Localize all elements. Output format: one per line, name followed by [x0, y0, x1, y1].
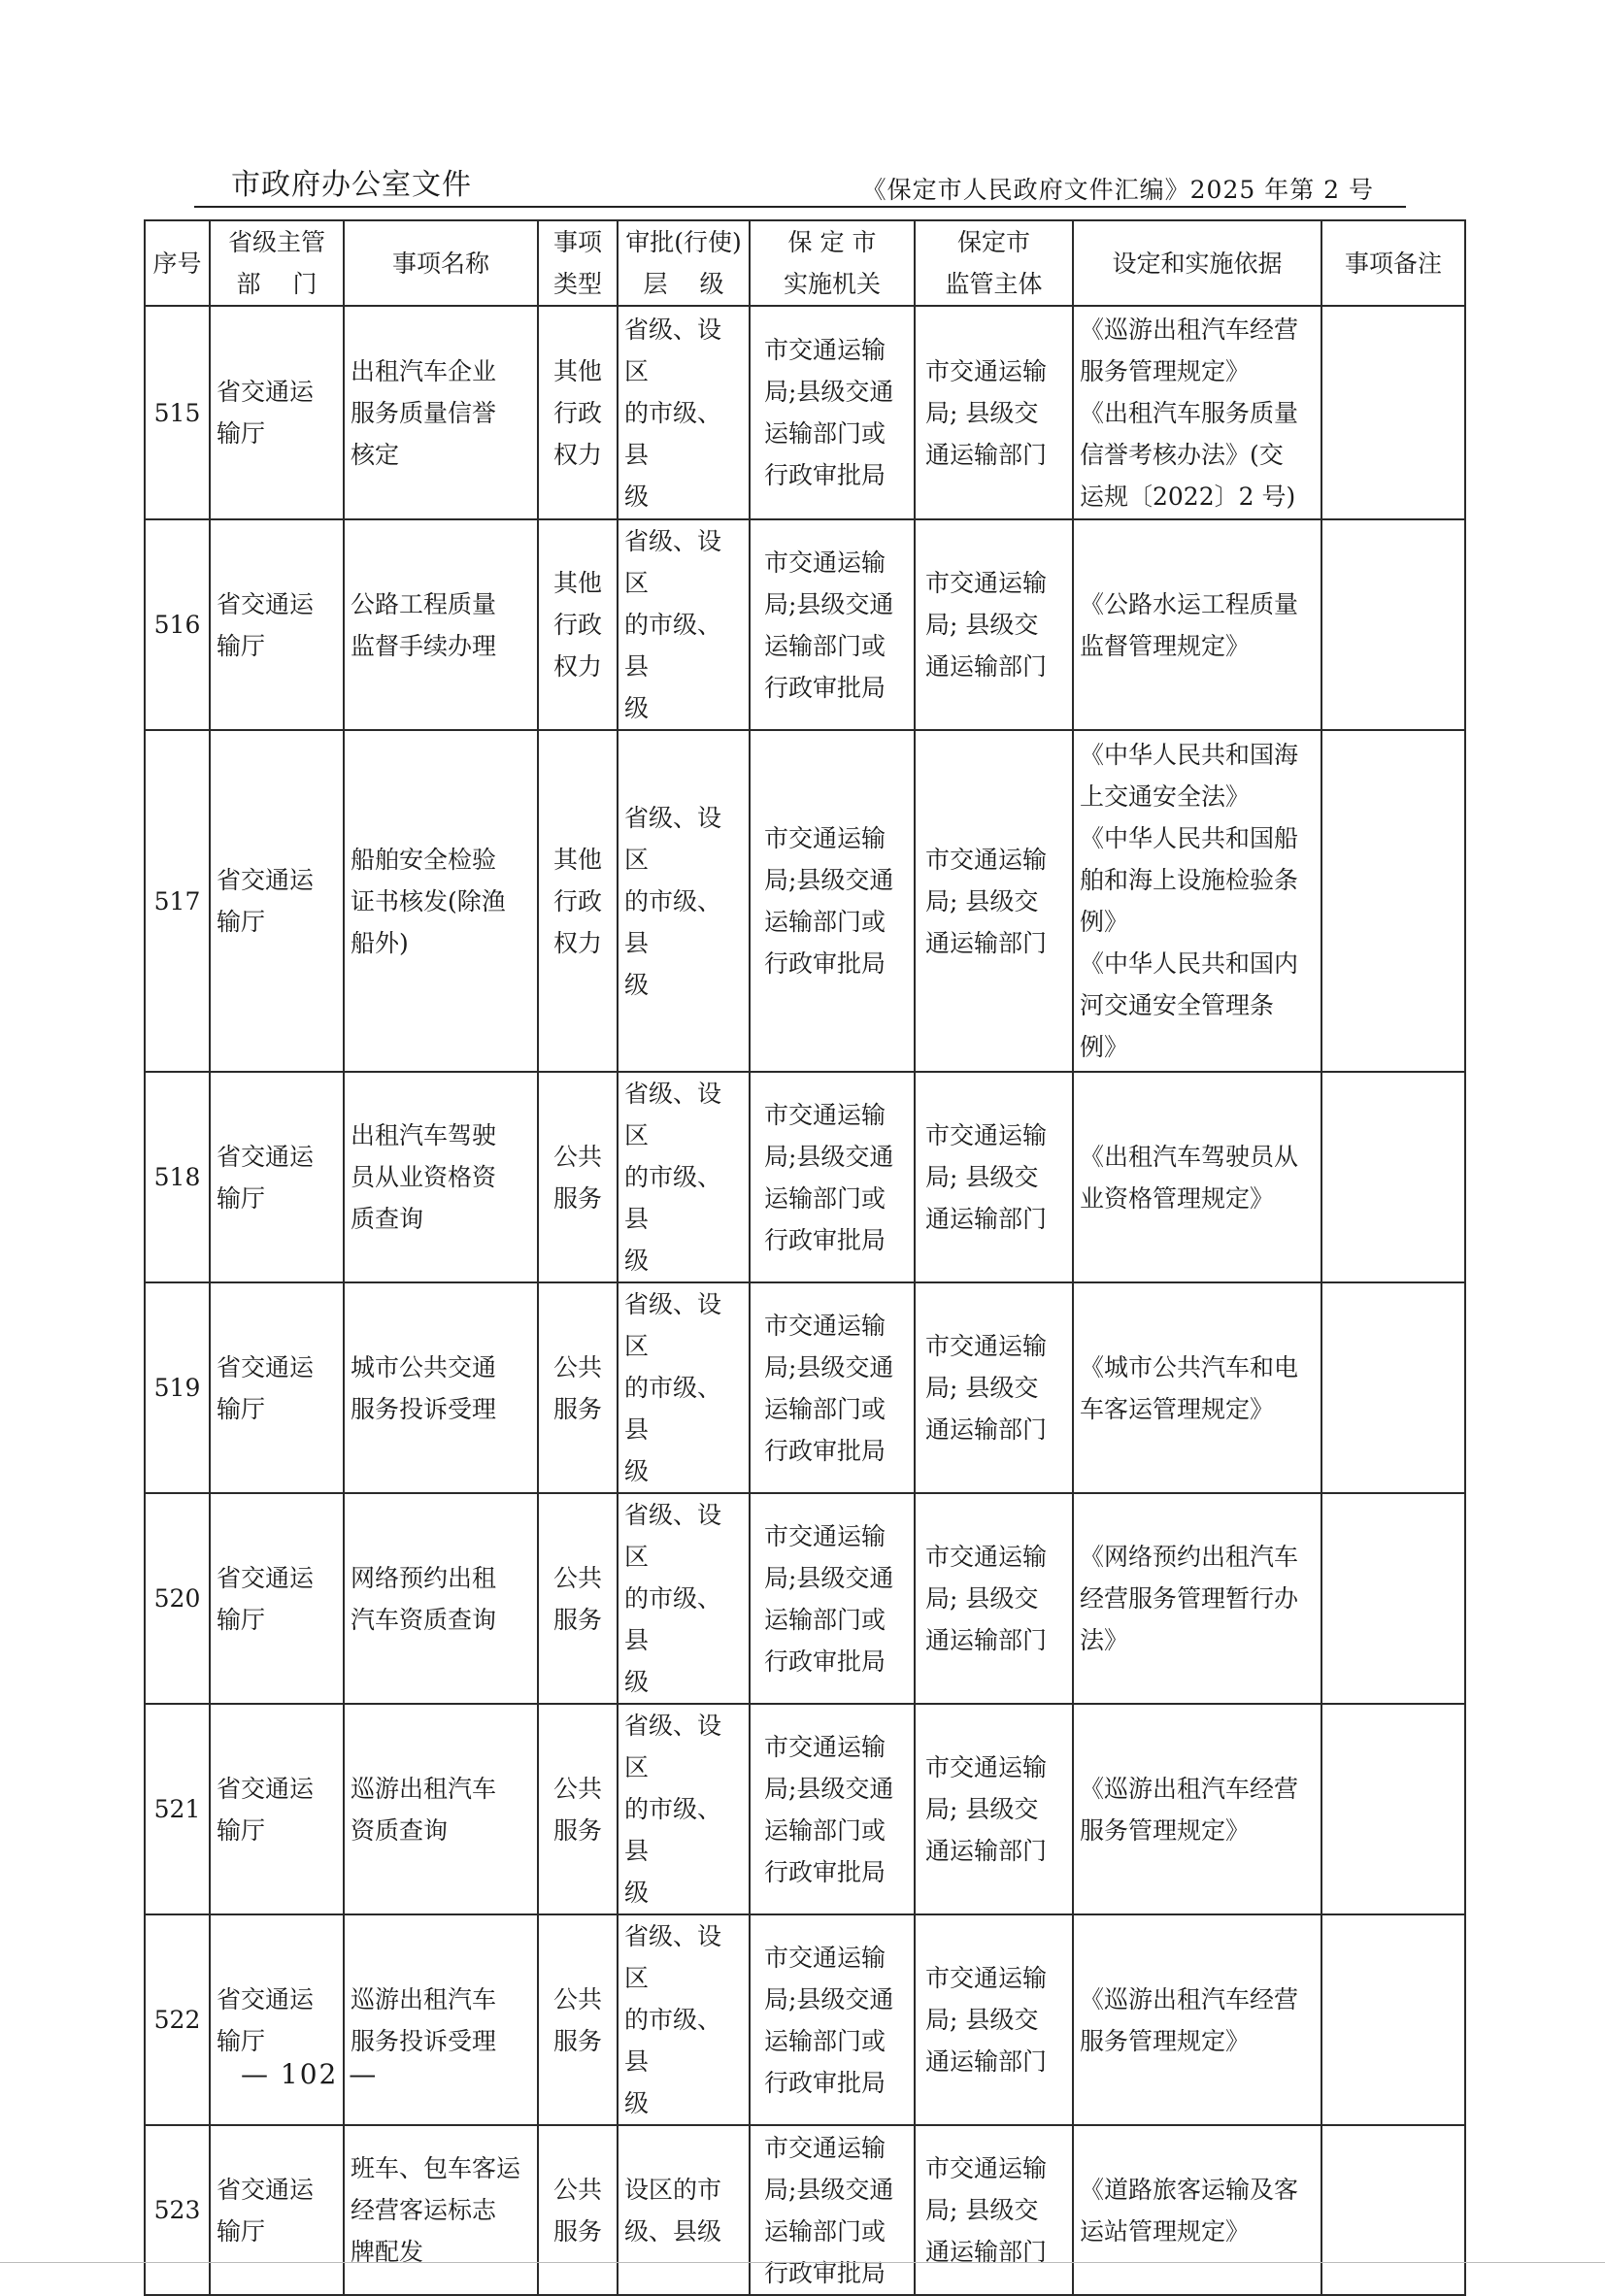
cell-level-text: 设区的市 级、县级 [624, 2175, 722, 2246]
table-row [145, 1914, 1465, 2125]
cell-name [344, 730, 538, 1072]
cell-org [750, 1072, 915, 1282]
cell-type [538, 1282, 618, 1493]
cell-type [538, 2125, 618, 2295]
cell-type-text: 公共 服务 [552, 2175, 602, 2246]
cell-level [618, 1914, 750, 2125]
cell-supervisor-text: 市交通运输 局; 县级交 通运输部门 [925, 1543, 1048, 1654]
column-header-level: 审批(行使) 层 级 [618, 220, 750, 306]
cell-no-text: 523 [153, 2196, 201, 2224]
cell-dept [210, 2125, 344, 2295]
cell-level-text: 省级、设区 的市级、县 级 [624, 1712, 722, 1907]
cell-level [618, 1704, 750, 1914]
cell-basis [1073, 519, 1321, 730]
cell-org-text: 市交通运输 局;县级交通 运输部门或 行政审批局 [764, 1943, 894, 2097]
cell-dept-text: 省交通运 输厅 [217, 866, 315, 936]
cell-org [750, 1704, 915, 1914]
cell-level-text: 省级、设区 的市级、县 级 [624, 1080, 722, 1275]
cell-org-text: 市交通运输 局;县级交通 运输部门或 行政审批局 [764, 1732, 894, 1886]
table-row [145, 1704, 1465, 1914]
cell-level [618, 519, 750, 730]
cell-supervisor [915, 519, 1073, 730]
cell-level [618, 1072, 750, 1282]
cell-no [145, 1914, 210, 2125]
cell-type [538, 1072, 618, 1282]
cell-basis-text: 《城市公共汽车和电 车客运管理规定》 [1080, 1352, 1299, 1423]
cell-basis [1073, 1914, 1321, 2125]
table-row [145, 1493, 1465, 1704]
cell-supervisor-text: 市交通运输 局; 县级交 通运输部门 [925, 569, 1048, 681]
column-header-type: 事项 类型 [538, 220, 618, 306]
column-header-remark: 事项备注 [1321, 220, 1465, 306]
cell-basis-text: 《公路水运工程质量 监督管理规定》 [1080, 589, 1299, 660]
cell-dept-text: 省交通运 输厅 [217, 378, 315, 448]
cell-level-text: 省级、设区 的市级、县 级 [624, 527, 722, 722]
cell-supervisor-text: 市交通运输 局; 县级交 通运输部门 [925, 1753, 1048, 1865]
cell-no [145, 1704, 210, 1914]
cell-org [750, 730, 915, 1072]
cell-basis-text: 《出租汽车驾驶员从 业资格管理规定》 [1080, 1142, 1299, 1213]
column-header-supervisor: 保定市 监管主体 [915, 220, 1073, 306]
cell-no-text: 522 [153, 2006, 201, 2034]
cell-type [538, 1704, 618, 1914]
cell-type [538, 519, 618, 730]
cell-type-text: 其他 行政 权力 [552, 845, 602, 957]
cell-name [344, 519, 538, 730]
column-header-no: 序号 [145, 220, 210, 306]
cell-dept-text: 省交通运 输厅 [217, 2175, 315, 2246]
cell-name [344, 1072, 538, 1282]
cell-basis [1073, 1282, 1321, 1493]
cell-dept-text: 省交通运 输厅 [217, 1774, 315, 1845]
cell-name-text: 公路工程质量 监督手续办理 [351, 589, 497, 660]
cell-name [344, 2125, 538, 2295]
cell-supervisor [915, 1914, 1073, 2125]
cell-remark [1321, 2125, 1465, 2295]
cell-level-text: 省级、设区 的市级、县 级 [624, 1922, 722, 2117]
cell-org [750, 519, 915, 730]
table-row [145, 1282, 1465, 1493]
cell-dept [210, 519, 344, 730]
cell-supervisor-text: 市交通运输 局; 县级交 通运输部门 [925, 1332, 1048, 1444]
cell-supervisor-text: 市交通运输 局; 县级交 通运输部门 [925, 845, 1048, 957]
cell-dept [210, 1072, 344, 1282]
cell-dept [210, 1914, 344, 2125]
cell-name-text: 巡游出租汽车 资质查询 [351, 1774, 497, 1845]
cell-org [750, 2125, 915, 2295]
table-row [145, 306, 1465, 519]
cell-level-text: 省级、设区 的市级、县 级 [624, 1501, 722, 1696]
cell-type-text: 公共 服务 [552, 1563, 602, 1634]
cell-remark [1321, 730, 1465, 1072]
cell-type-text: 其他 行政 权力 [552, 569, 602, 681]
cell-org-text: 市交通运输 局;县级交通 运输部门或 行政审批局 [764, 336, 894, 489]
cell-remark [1321, 306, 1465, 519]
column-header-basis: 设定和实施依据 [1073, 220, 1321, 306]
cell-level-text: 省级、设区 的市级、县 级 [624, 803, 722, 999]
cell-no [145, 519, 210, 730]
cell-name-text: 出租汽车企业 服务质量信誉 核定 [351, 356, 497, 469]
cell-remark [1321, 1704, 1465, 1914]
cell-no [145, 306, 210, 519]
cell-level-text: 省级、设区 的市级、县 级 [624, 1290, 722, 1485]
cell-no-text: 516 [153, 611, 201, 639]
cell-no-text: 515 [153, 398, 201, 427]
page-number: — 102 — [241, 2058, 379, 2090]
cell-supervisor [915, 1493, 1073, 1704]
cell-basis [1073, 1493, 1321, 1704]
table-row [145, 519, 1465, 730]
table-row [145, 2125, 1465, 2295]
cell-no-text: 521 [153, 1795, 201, 1823]
cell-level [618, 2125, 750, 2295]
scan-edge-line [0, 2262, 1605, 2263]
cell-org-text: 市交通运输 局;县级交通 运输部门或 行政审批局 [764, 548, 894, 702]
cell-dept [210, 1704, 344, 1914]
cell-org-text: 市交通运输 局;县级交通 运输部门或 行政审批局 [764, 1100, 894, 1254]
cell-org [750, 306, 915, 519]
cell-basis [1073, 730, 1321, 1072]
cell-basis [1073, 1072, 1321, 1282]
cell-basis-text: 《网络预约出租汽车 经营服务管理暂行办 法》 [1080, 1543, 1299, 1654]
cell-type-text: 公共 服务 [552, 1774, 602, 1845]
cell-remark [1321, 1493, 1465, 1704]
column-header-name: 事项名称 [344, 220, 538, 306]
cell-no [145, 1282, 210, 1493]
cell-basis-text: 《巡游出租汽车经营 服务管理规定》 [1080, 1984, 1299, 2055]
cell-level [618, 1282, 750, 1493]
cell-supervisor-text: 市交通运输 局; 县级交 通运输部门 [925, 1121, 1048, 1233]
cell-name [344, 1704, 538, 1914]
publication-title: 《保定市人民政府文件汇编》2025 年第 2 号 [861, 176, 1374, 204]
cell-no [145, 2125, 210, 2295]
cell-supervisor [915, 2125, 1073, 2295]
cell-name-text: 城市公共交通 服务投诉受理 [351, 1352, 497, 1423]
cell-dept-text: 省交通运 输厅 [217, 1352, 315, 1423]
cell-org [750, 1914, 915, 2125]
cell-name [344, 1493, 538, 1704]
cell-level [618, 730, 750, 1072]
cell-basis-text: 《道路旅客运输及客 运站管理规定》 [1080, 2175, 1299, 2246]
cell-no [145, 1493, 210, 1704]
cell-type-text: 公共 服务 [552, 1352, 602, 1423]
cell-name-text: 网络预约出租 汽车资质查询 [351, 1563, 497, 1634]
items-table [144, 219, 1466, 2296]
cell-type [538, 1493, 618, 1704]
cell-name [344, 1914, 538, 2125]
cell-dept-text: 省交通运 输厅 [217, 1142, 315, 1213]
cell-supervisor [915, 1704, 1073, 1914]
cell-org-text: 市交通运输 局;县级交通 运输部门或 行政审批局 [764, 1521, 894, 1676]
cell-remark [1321, 1072, 1465, 1282]
header-divider [194, 206, 1406, 208]
cell-dept-text: 省交通运 输厅 [217, 589, 315, 660]
cell-name [344, 306, 538, 519]
cell-name [344, 1282, 538, 1493]
cell-no-text: 518 [153, 1163, 201, 1191]
cell-basis-text: 《中华人民共和国海 上交通安全法》 《中华人民共和国船 舶和海上设施检验条 例》 《中华人民共和国内 河交通安全管理条 例》 [1080, 741, 1299, 1061]
cell-no-text: 520 [153, 1584, 201, 1613]
cell-type [538, 1914, 618, 2125]
cell-org-text: 市交通运输 局;县级交通 运输部门或 行政审批局 [764, 1311, 894, 1465]
cell-no [145, 730, 210, 1072]
cell-dept [210, 1493, 344, 1704]
cell-name-text: 班车、包车客运 经营客运标志 牌配发 [351, 2154, 521, 2266]
cell-org [750, 1282, 915, 1493]
table-header-row [145, 220, 1465, 306]
cell-no-text: 519 [153, 1374, 201, 1402]
cell-basis-text: 《巡游出租汽车经营 服务管理规定》 [1080, 1774, 1299, 1845]
cell-dept-text: 省交通运 输厅 [217, 1984, 315, 2055]
cell-supervisor-text: 市交通运输 局; 县级交 通运输部门 [925, 1964, 1048, 2076]
cell-type [538, 730, 618, 1072]
table-row [145, 730, 1465, 1072]
cell-supervisor [915, 1072, 1073, 1282]
cell-supervisor [915, 730, 1073, 1072]
cell-supervisor [915, 1282, 1073, 1493]
cell-name-text: 船舶安全检验 证书核发(除渔 船外) [351, 845, 506, 957]
cell-basis-text: 《巡游出租汽车经营 服务管理规定》 《出租汽车服务质量 信誉考核办法》(交 运规〔2022〕2 号) [1080, 315, 1299, 511]
cell-type [538, 306, 618, 519]
cell-supervisor [915, 306, 1073, 519]
cell-dept-text: 省交通运 输厅 [217, 1563, 315, 1634]
cell-dept [210, 730, 344, 1072]
cell-level-text: 省级、设区 的市级、县 级 [624, 315, 722, 511]
cell-type-text: 公共 服务 [552, 1984, 602, 2055]
column-header-dept: 省级主管 部 门 [210, 220, 344, 306]
cell-remark [1321, 1914, 1465, 2125]
cell-supervisor-text: 市交通运输 局; 县级交 通运输部门 [925, 2154, 1048, 2266]
cell-remark [1321, 1282, 1465, 1493]
cell-org [750, 1493, 915, 1704]
table-row [145, 1072, 1465, 1282]
cell-basis [1073, 306, 1321, 519]
cell-basis [1073, 1704, 1321, 1914]
cell-supervisor-text: 市交通运输 局; 县级交 通运输部门 [925, 356, 1048, 469]
cell-name-text: 巡游出租汽车 服务投诉受理 [351, 1984, 497, 2055]
cell-no [145, 1072, 210, 1282]
cell-basis [1073, 2125, 1321, 2295]
cell-no-text: 517 [153, 886, 201, 915]
cell-org-text: 市交通运输 局;县级交通 运输部门或 行政审批局 [764, 2133, 894, 2287]
cell-level [618, 1493, 750, 1704]
cell-level [618, 306, 750, 519]
document-header-title: 市政府办公室文件 [231, 168, 472, 202]
cell-type-text: 其他 行政 权力 [552, 356, 602, 469]
cell-dept [210, 306, 344, 519]
cell-remark [1321, 519, 1465, 730]
cell-name-text: 出租汽车驾驶 员从业资格资 质查询 [351, 1121, 497, 1233]
cell-org-text: 市交通运输 局;县级交通 运输部门或 行政审批局 [764, 824, 894, 978]
column-header-org: 保 定 市 实施机关 [750, 220, 915, 306]
cell-dept [210, 1282, 344, 1493]
cell-type-text: 公共 服务 [552, 1142, 602, 1213]
